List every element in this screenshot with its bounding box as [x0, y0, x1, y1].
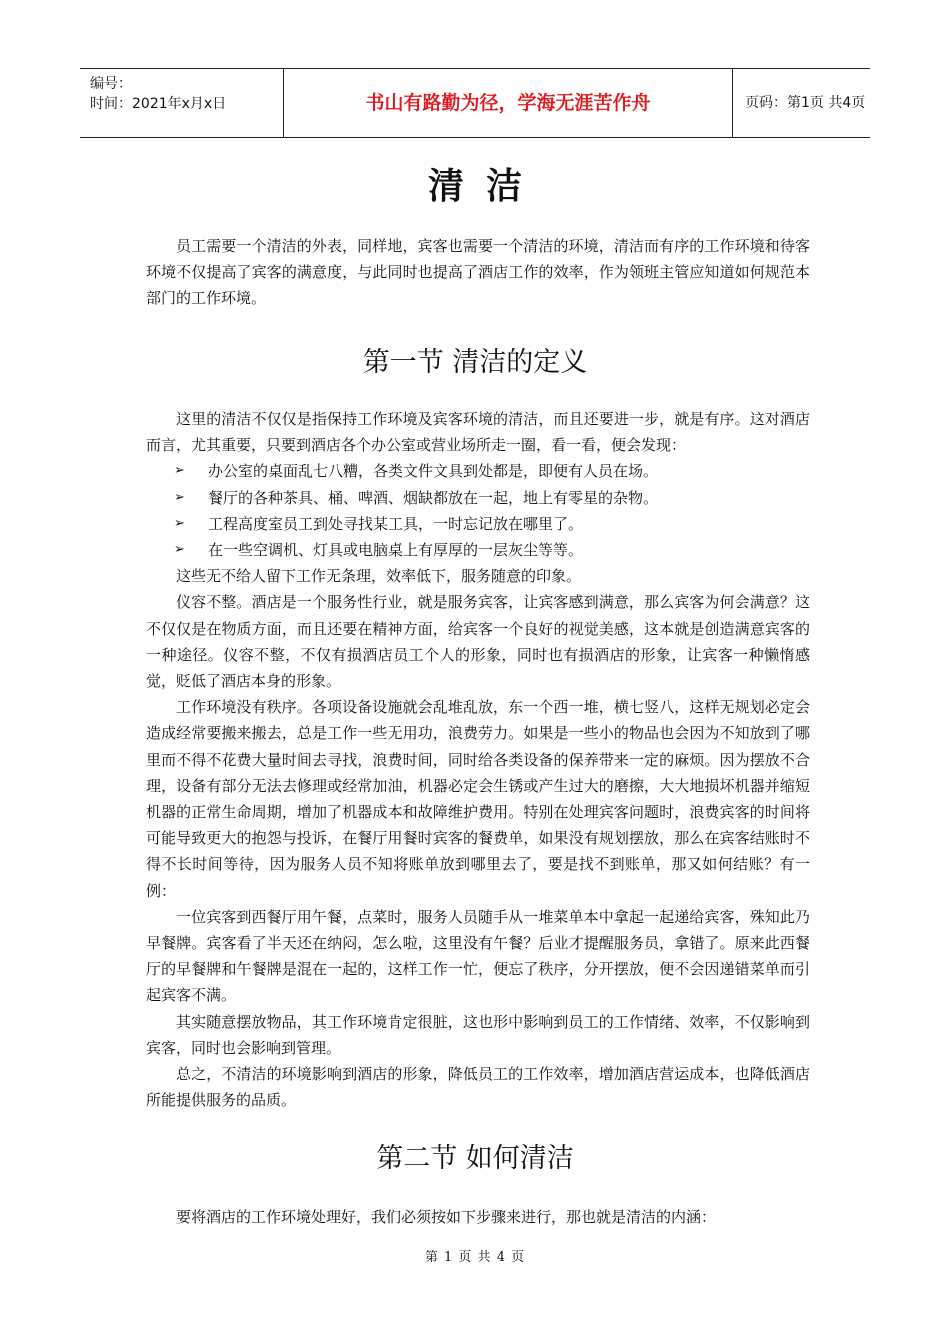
list-item: ➢ 餐厅的各种茶具、桶、啤酒、烟缺都放在一起，地上有零星的杂物。 [146, 485, 810, 511]
header-page-code: 页码：第1页 共4页 [745, 95, 866, 111]
section1-paragraph: 其实随意摆放物品，其工作环境肯定很脏，这也形中影响到员工的工作情绪、效率，不仅影响到宾客，同时也会影响到管理。 [146, 1012, 810, 1057]
bullet-arrow-icon: ➢ [174, 515, 185, 531]
section1-paragraph: 这里的清洁不仅仅是指保持工作环境及宾客环境的清洁，而且还要进一步，就是有序。这对酒店而言，尤其重要，只要到酒店各个办公室或营业场所走一圈，看一看，便会发现： [146, 410, 810, 455]
header-meta [80, 69, 283, 137]
section1-paragraph: 工作环境没有秩序。各项设备设施就会乱堆乱放，东一个西一堆，横七竖八，这样无规划必定会造成经常要搬来搬去，总是工作一些无用功，浪费劳力。如果是一些小的物品也会因为不知放到了哪里而不得不花费大量时间去寻找，浪费时间，同时给各类设备的保养带来一定的麻烦。因为摆放不合理，设备有部分无法去修理或经常加油，机器必定会生锈或产生过大的磨擦，大大地损坏机器并缩短机器的正常生命周期，增加了机器成本和故障维护费用。特别在处理宾客问题时，浪费宾客的时间将可能导致更大的抱怨与投诉，在餐厅用餐时宾客的餐费单，如果没有规划摆放，那么在宾客结账时不得不长时间等待，因为服务人员不知将账单放到哪里去了，要是找不到账单，那又如何结账？有一例： [146, 698, 810, 900]
list-item: ➢ 在一些空调机、灯具或电脑桌上有厚厚的一层灰尘等等。 [146, 537, 810, 563]
section1-paragraph: 仪容不整。酒店是一个服务性行业，就是服务宾客，让宾客感到满意，那么宾客为何会满意？这不仅仅是在物质方面，而且还要在精神方面，给宾客一个良好的视觉美感，这本就是创造满意宾客的一种途径。仪容不整，不仅有损酒店员工个人的形象，同时也有损酒店的形象，让宾客一种懒惰感觉，贬低了酒店本身的形象。 [146, 593, 810, 691]
bullet-arrow-icon: ➢ [174, 489, 185, 505]
bullet-arrow-icon: ➢ [174, 542, 185, 558]
section1-paragraph: 一位宾客到西餐厅用午餐，点菜时，服务人员随手从一堆菜单本中拿起一起递给宾客，殊知此乃早餐牌。宾客看了半天还在纳闷，怎么啦，这里没有午餐？后业才提醒服务员，拿错了。原来此西餐厅的早餐牌和午餐牌是混在一起的，这样工作一忙，便忘了秩序，分开摆放，便不会因递错菜单而引起宾客不满。 [146, 907, 810, 1005]
section2-paragraph: 要将酒店的工作环境处理好，我们必须按如下步骤来进行，那也就是清洁的内涵： [176, 1208, 717, 1226]
section1-heading: 第一节 清洁的定义 [362, 347, 588, 378]
document-header [80, 68, 870, 138]
page-footer: 第 1 页 共 4 页 [424, 1250, 526, 1265]
list-item: ➢ 办公室的桌面乱七八糟，各类文件文具到处都是，即便有人员在场。 [146, 458, 810, 484]
intro-paragraph: 员工需要一个清洁的外表，同样地，宾客也需要一个清洁的环境，清洁而有序的工作环境和待客环境不仅提高了宾客的满意度，与此同时也提高了酒店工作的效率，作为领班主管应知道如何规范本部门的工作环境。 [146, 237, 810, 308]
section1-paragraph: 这些无不给人留下工作无条理，效率低下，服务随意的印象。 [176, 567, 582, 586]
document-title: 清洁 [427, 165, 544, 207]
bullet-list [146, 458, 810, 563]
header-motto: 书山有路勤为径，学海无涯苦作舟 [283, 69, 733, 137]
section2-body [146, 1204, 810, 1230]
list-item: ➢ 工程高度室员工到处寻找某工具，一时忘记放在哪里了。 [146, 511, 810, 537]
intro-block [146, 233, 810, 312]
section1-paragraph: 总之，不清洁的环境影响到酒店的形象，降低员工的工作效率，增加酒店营运成本，也降低酒店所能提供服务的品质。 [146, 1065, 810, 1110]
section1-body [146, 406, 810, 1113]
time-label: 时间：2021年x月x日 [90, 96, 227, 112]
number-label: 编号： [90, 76, 132, 92]
bullet-arrow-icon: ➢ [174, 463, 185, 479]
section2-heading: 第二节 如何清洁 [376, 1143, 574, 1174]
